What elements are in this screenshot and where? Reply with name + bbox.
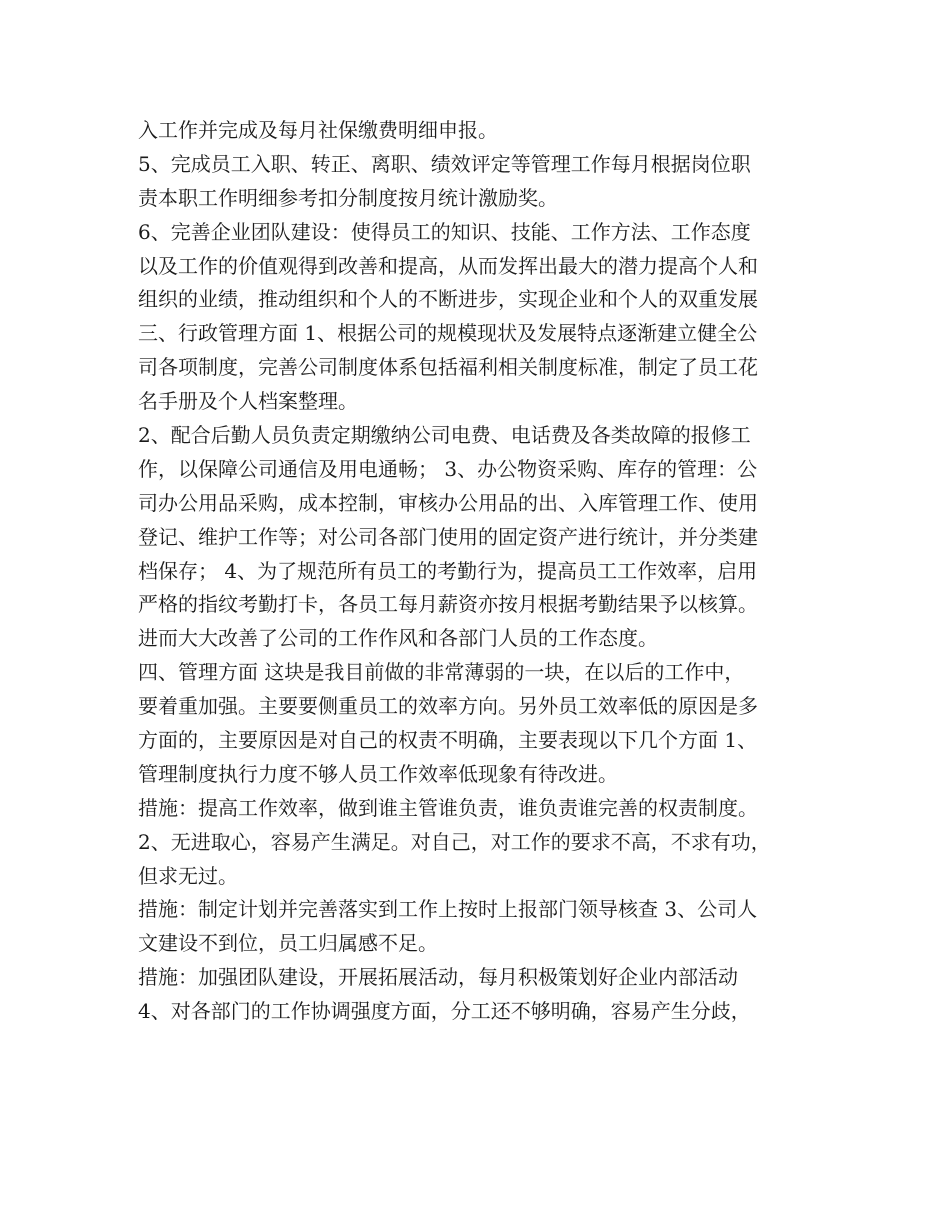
text-line: 进而大大改善了公司的工作作风和各部门人员的工作态度。 [138, 626, 658, 651]
text-line: 2、无进取心，容易产生满足。对自己，对工作的要求不高，不求有功， [138, 829, 771, 854]
text-line: 2、配合后勤人员负责定期缴纳公司电费、电话费及各类故障的报修工 [138, 423, 751, 448]
text-line: 6、完善企业团队建设：使得员工的知识、技能、工作方法、工作态度 [138, 219, 751, 244]
text-line: 登记、维护工作等；对公司各部门使用的固定资产进行统计，并分类建 [138, 524, 758, 549]
text-line: 名手册及个人档案整理。 [138, 389, 358, 414]
text-line: 管理制度执行力度不够人员工作效率低现象有待改进。 [138, 761, 618, 786]
text-line: 4、对各部门的工作协调强度方面，分工还不够明确，容易产生分歧， [138, 999, 751, 1024]
text-line: 严格的指纹考勤打卡，各员工每月薪资亦按月根据考勤结果予以核算。 [138, 592, 758, 617]
text-line: 措施：提高工作效率，做到谁主管谁负责，谁负责谁完善的权责制度。 [138, 795, 758, 820]
text-line: 措施：加强团队建设，开展拓展活动，每月积极策划好企业内部活动 [138, 965, 738, 990]
text-line: 司办公用品采购，成本控制，审核办公用品的出、入库管理工作、使用 [138, 490, 758, 515]
text-line: 作，以保障公司通信及用电通畅； 3、办公物资采购、库存的管理：公 [138, 456, 758, 481]
text-line: 以及工作的价值观得到改善和提高，从而发挥出最大的潜力提高个人和 [138, 253, 758, 278]
text-line: 措施：制定计划并完善落实到工作上按时上报部门领导核查 3、公司人 [138, 897, 758, 922]
text-line: 要着重加强。主要要侧重员工的效率方向。另外员工效率低的原因是多 [138, 694, 758, 719]
text-line: 但求无过。 [138, 863, 238, 888]
text-line: 责本职工作明细参考扣分制度按月统计激励奖。 [138, 185, 558, 210]
body-text [138, 114, 828, 1029]
text-line: 司各项制度，完善公司制度体系包括福利相关制度标准，制定了员工花 [138, 355, 758, 380]
text-line: 文建设不到位，员工归属感不足。 [138, 931, 438, 956]
text-line: 四、管理方面 这块是我目前做的非常薄弱的一块，在以后的工作中， [138, 660, 745, 685]
text-line: 档保存； 4、为了规范所有员工的考勤行为，提高员工工作效率，启用 [138, 558, 758, 583]
text-line: 5、完成员工入职、转正、离职、绩效评定等管理工作每月根据岗位职 [138, 151, 751, 176]
text-line: 方面的，主要原因是对自己的权责不明确，主要表现以下几个方面 1、 [138, 728, 758, 753]
text-line: 组织的业绩，推动组织和个人的不断进步，实现企业和个人的双重发展 [138, 287, 758, 312]
text-line: 三、行政管理方面 1、根据公司的规模现状及发展特点逐渐建立健全公 [138, 321, 758, 346]
text-line: 入工作并完成及每月社保缴费明细申报。 [138, 118, 498, 142]
